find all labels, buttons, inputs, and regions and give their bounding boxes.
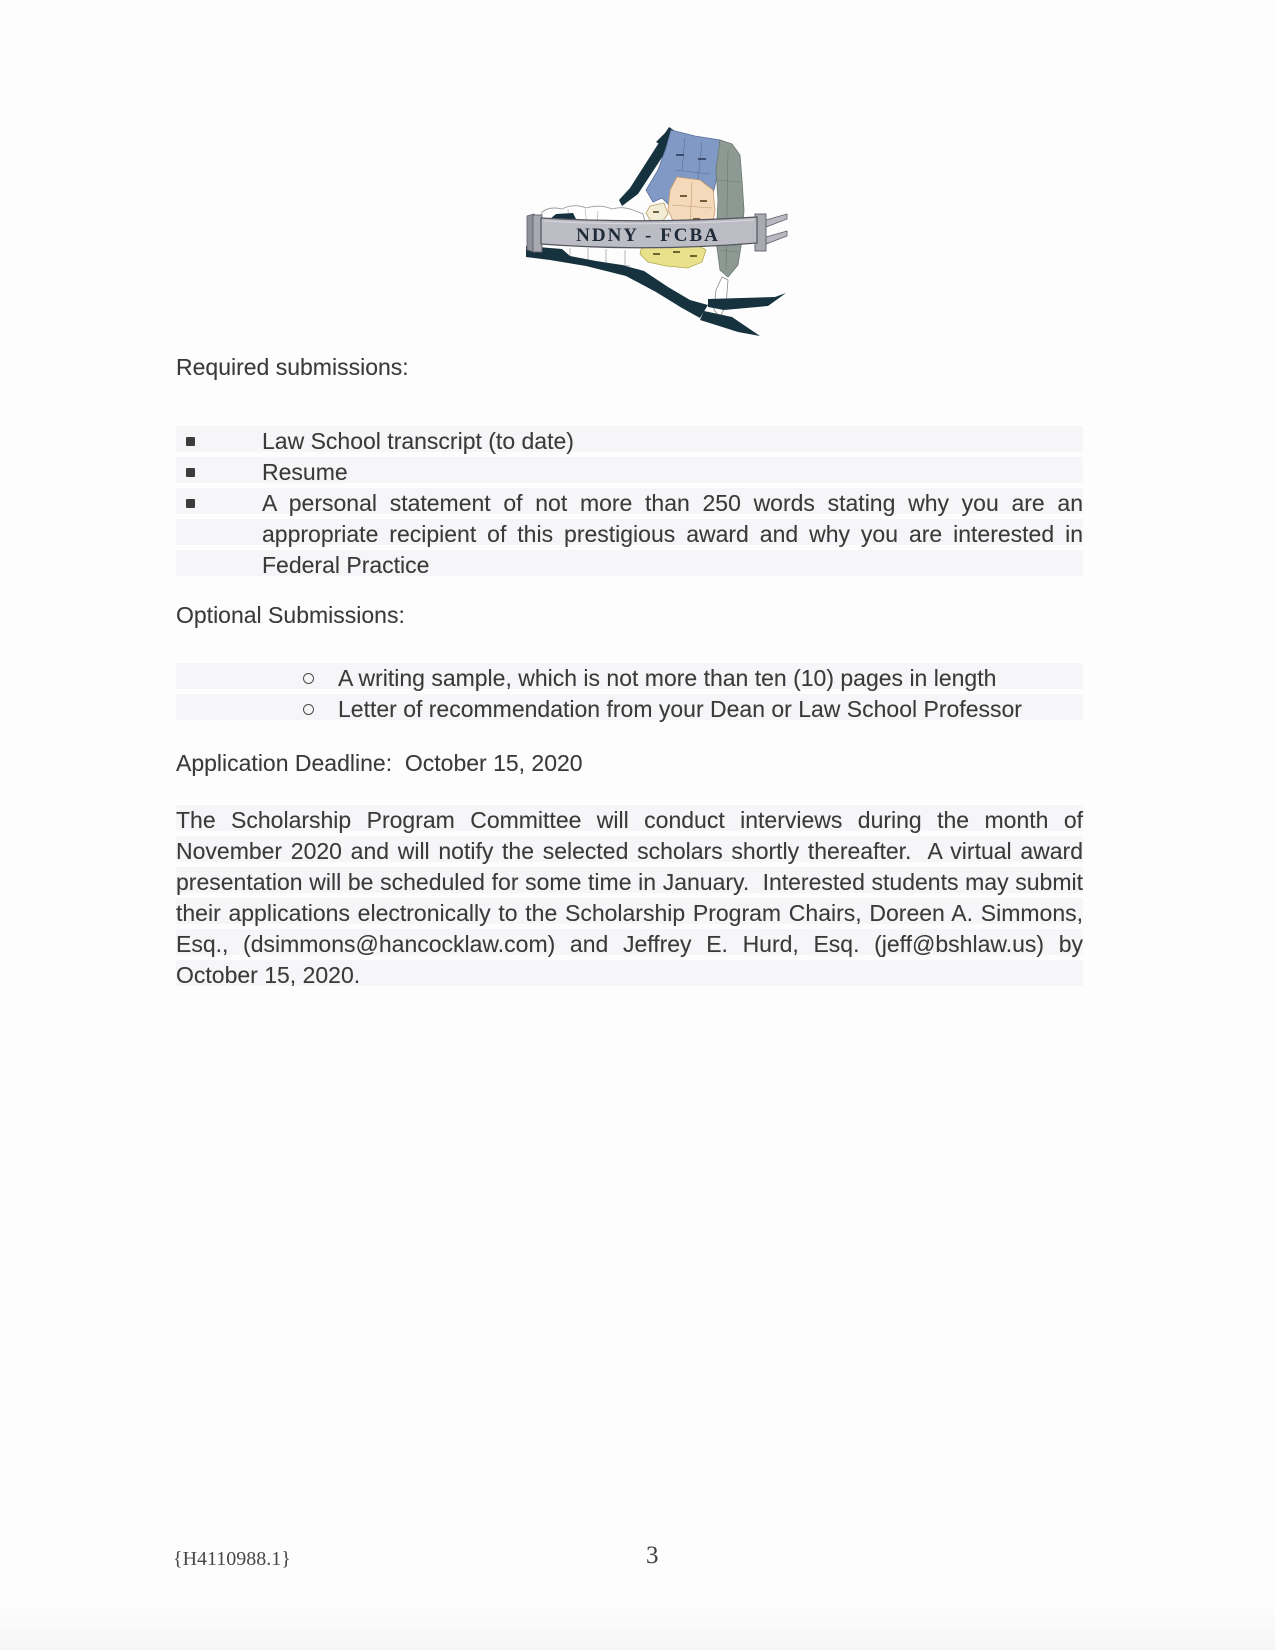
logo-banner-text: NDNY - FCBA xyxy=(576,225,720,246)
application-deadline-line: Application Deadline: October 15, 2020 xyxy=(176,750,583,776)
required-submissions-list xyxy=(176,426,1083,581)
circle-bullet-icon xyxy=(303,704,314,715)
committee-paragraph: The Scholarship Program Committee will conduct interviews during the month of November 2020 and will notify the selected scholars shortly thereafter. A virtual award presentation will be scheduled for some time in January. Interested students may submit their applications electronically to the Scholarship Program Chairs, Doreen A. Simmons, Esq., (dsimmons@hancocklaw.com) and Jeffrey E. Hurd, Esq. (jeff@bshlaw.us) by October 15, 2020. xyxy=(176,805,1083,991)
list-item xyxy=(176,457,1083,488)
list-item-text: Letter of recommendation from your Dean or Law School Professor xyxy=(338,696,1022,722)
list-item-text: Law School transcript (to date) xyxy=(262,428,574,454)
square-bullet-icon xyxy=(186,468,195,477)
list-item xyxy=(176,488,1083,581)
list-item-text: A personal statement of not more than 250 words stating why you are an appropriate recipient of this prestigious award and why you are interested in Federal Practice xyxy=(262,490,1083,578)
square-bullet-icon xyxy=(186,437,195,446)
document-body xyxy=(176,352,1090,991)
ndny-fcba-logo xyxy=(470,110,790,350)
circle-bullet-icon xyxy=(303,673,314,684)
optional-submissions-list xyxy=(176,663,1083,725)
square-bullet-icon xyxy=(186,499,195,508)
list-item-text: Resume xyxy=(262,459,348,485)
list-item xyxy=(176,694,1083,725)
page-number: 3 xyxy=(646,1542,659,1569)
optional-submissions-heading: Optional Submissions: xyxy=(176,602,405,628)
list-item xyxy=(176,663,1083,694)
required-submissions-heading: Required submissions: xyxy=(176,354,409,380)
list-item xyxy=(176,426,1083,457)
document-id-stamp: {H4110988.1} xyxy=(173,1548,291,1570)
ny-state-map-graphic xyxy=(470,110,790,350)
list-item-text: A writing sample, which is not more than ten (10) pages in length xyxy=(338,665,997,691)
